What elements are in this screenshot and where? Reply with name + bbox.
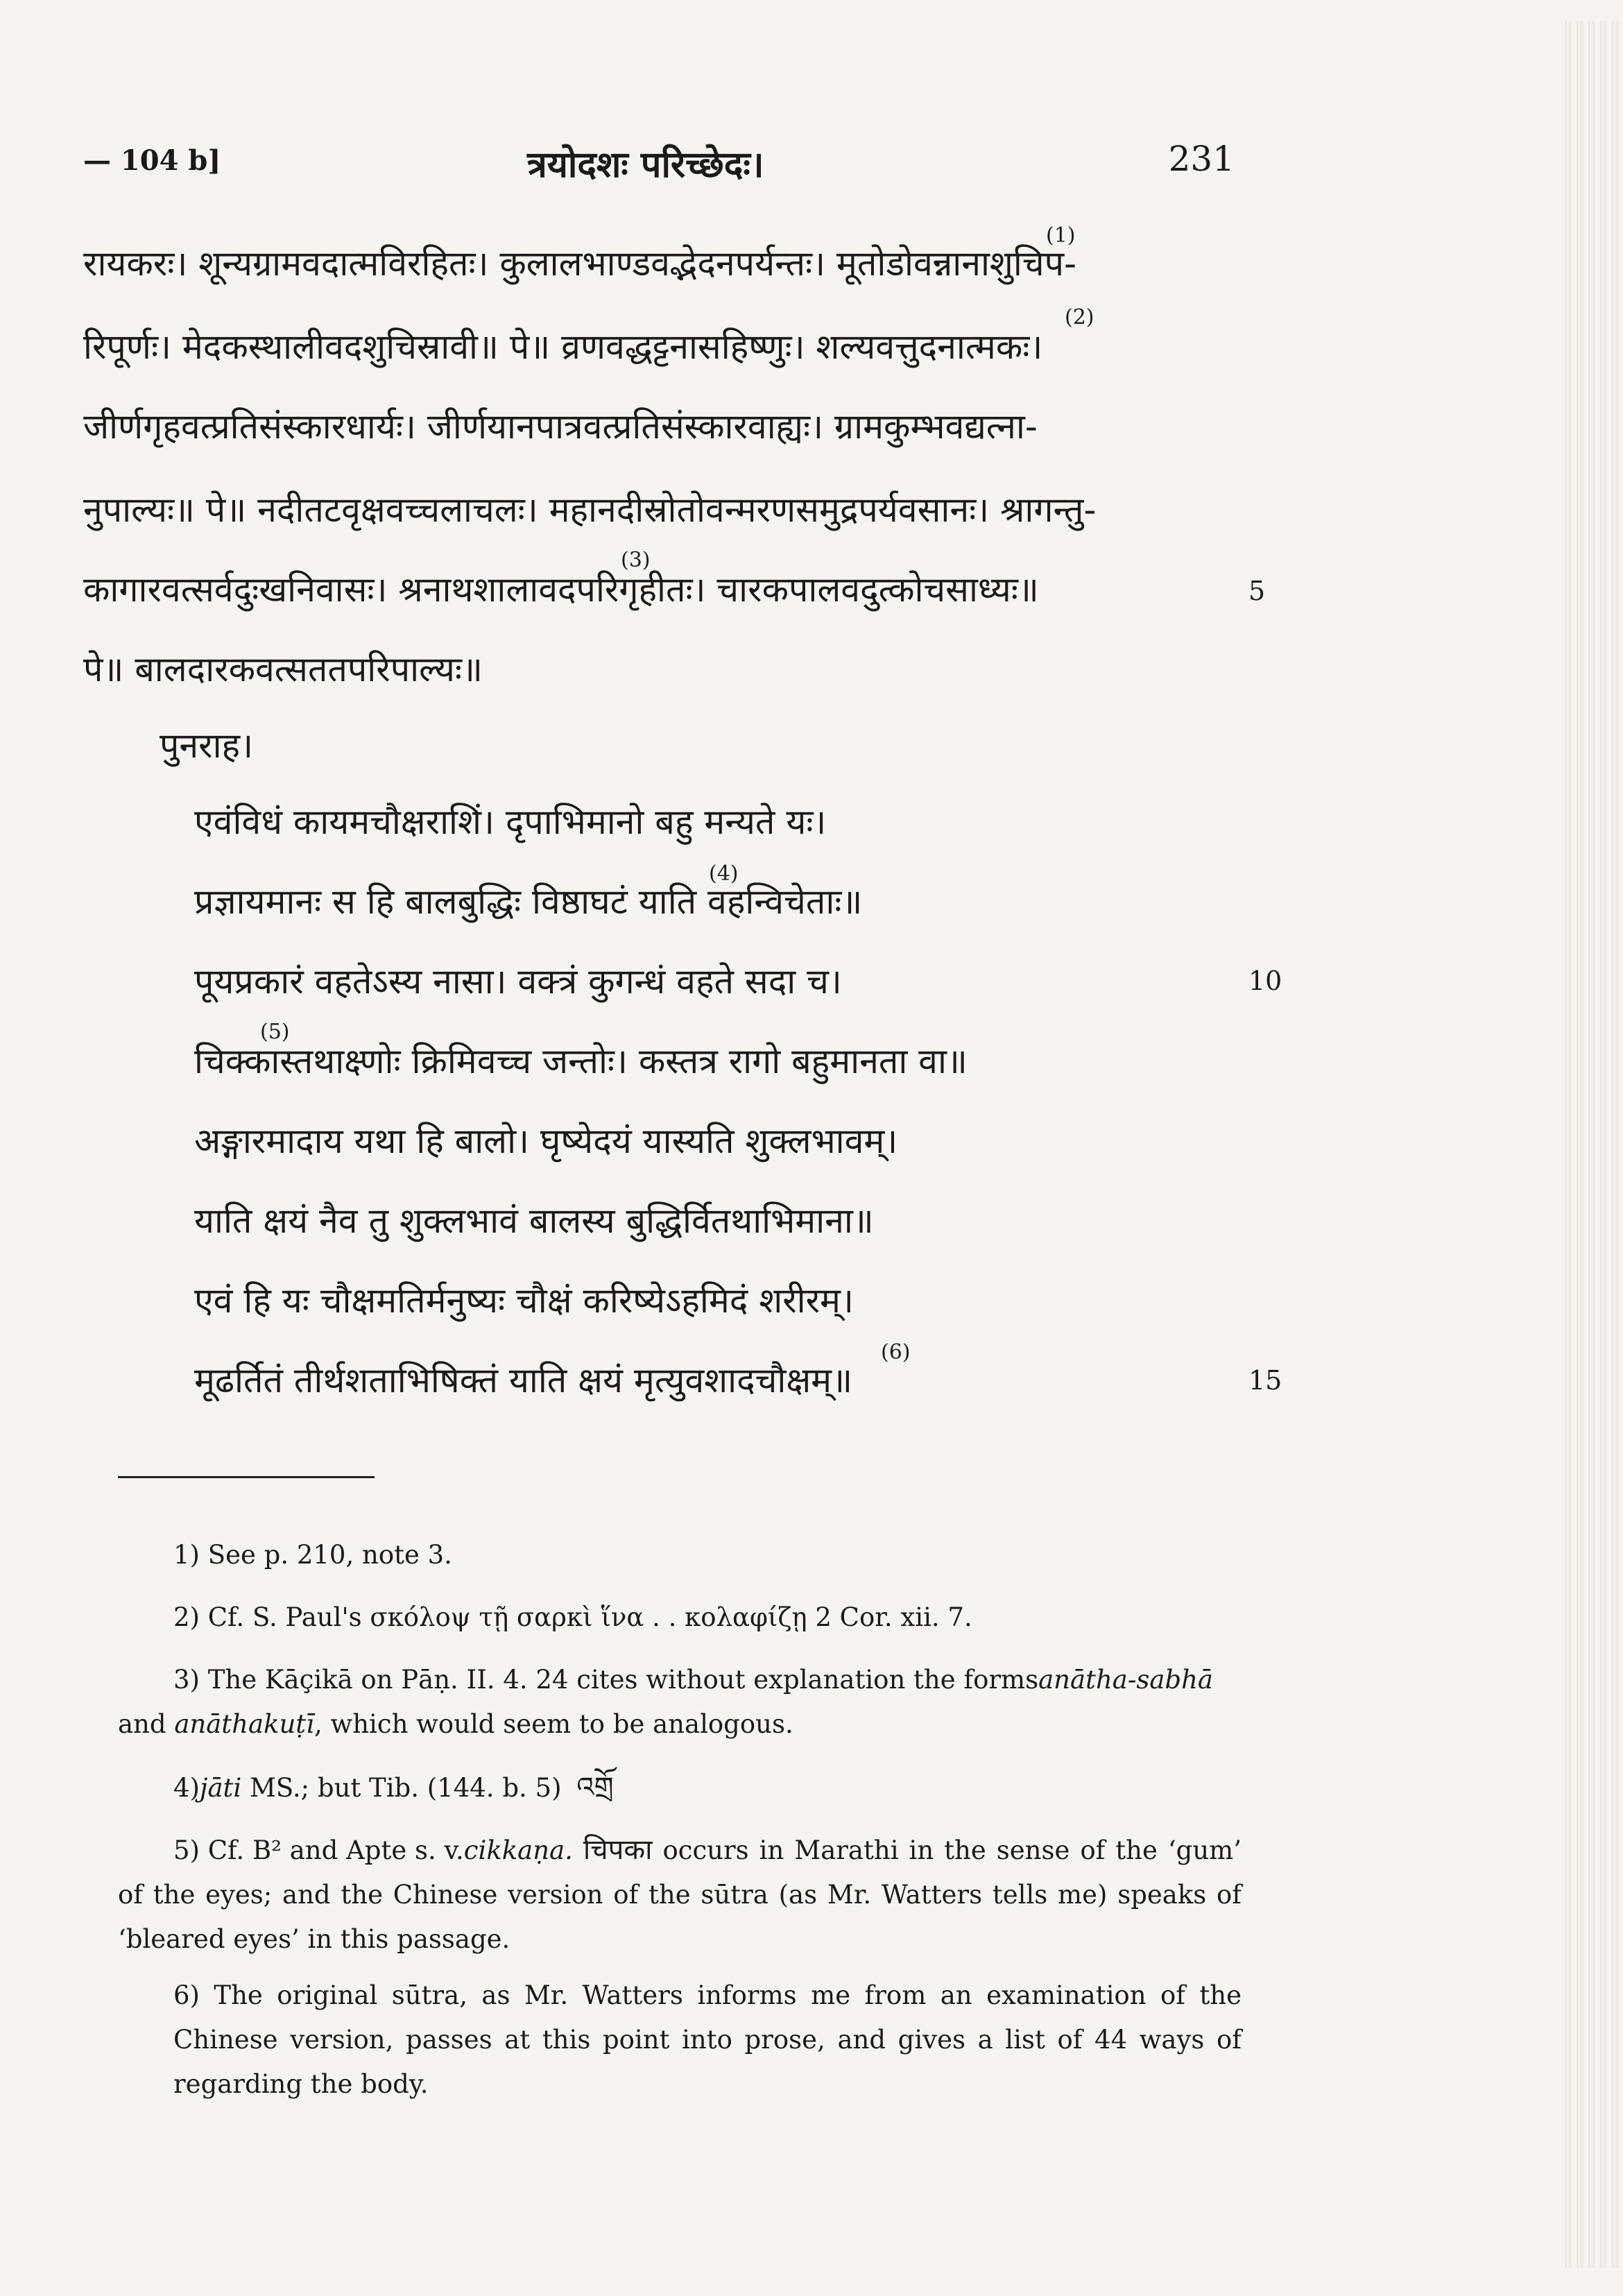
footnote-2 xyxy=(118,1595,1242,1640)
footnote-5-text-c: occurs in Marathi in the sense of the ‘gum’ of the eyes; and the Chinese version of the sūtra (as Mr. Watters tells me) speaks of ‘bleared eyes’ in this passage. xyxy=(118,1835,1242,1954)
line-number-10: 10 xyxy=(1248,966,1282,996)
note-mark-1: (1) xyxy=(1046,223,1076,248)
footnote-2-text: 2) Cf. S. Paul's σκόλοψ τῇ σαρκὶ ἵνα . . κολαφίζῃ 2 Cor. xii. 7. xyxy=(173,1602,972,1632)
line-number-5: 5 xyxy=(1248,576,1266,606)
note-mark-2: (2) xyxy=(1065,305,1094,329)
footnote-4-text-c: MS.; but Tib. (144. b. 5) xyxy=(241,1773,570,1803)
chapter-title: त्रयोदशः परिच्छेदः। xyxy=(527,144,764,186)
footnote-4-text-a: 4) xyxy=(173,1773,200,1803)
footnote-5-text-a: 5) Cf. B² and Apte s. v. xyxy=(173,1835,464,1865)
verse-line-1: एवंविधं कायमचौक्षराशिं। दृपाभिमानो बहु मन्यते यः। xyxy=(194,802,827,842)
prose-line-4: नुपाल्यः॥ पे॥ नदीतटवृक्षवच्चलाचलः। महानदीस्रोतोवन्मरणसमुद्रपर्यवसानः। श्रागन्तु- xyxy=(83,490,1097,530)
footnote-3-text-c: and xyxy=(118,1709,175,1739)
footnote-1 xyxy=(118,1533,1242,1577)
page-number: 231 xyxy=(1168,139,1235,179)
verse-line-5: अङ्गारमादाय यथा हि बालो। घृष्येदयं यास्यति शुक्लभावम्। xyxy=(194,1121,898,1161)
footnote-5-devanagari: चिपका xyxy=(583,1834,653,1866)
prose-line-2: रिपूर्णः। मेदकस्थालीवदशुचिस्रावी॥ पे॥ व्रणवद्धट्टनासहिष्णुः। शल्यवत्तुदनात्मकः। xyxy=(83,327,1043,367)
footnote-6 xyxy=(118,1973,1242,2107)
footnote-1-text: 1) See p. 210, note 3. xyxy=(173,1540,452,1570)
verse-line-2: प्रज्ञायमानः स हि बालबुद्धिः विष्ठाघटं याति वहन्विचेताः॥ xyxy=(194,882,863,922)
footnote-4-term: jāti xyxy=(199,1773,242,1803)
verse-line-6: याति क्षयं नैव तु शुक्लभावं बालस्य बुद्धिर्वितथाभिमाना॥ xyxy=(194,1201,874,1241)
prose-line-1: रायकरः। शून्यग्रामवदात्मविरहितः। कुलालभाण्डवद्भेदनपर्यन्तः। मूतोडोवन्नानाशुचिप- xyxy=(83,243,1077,284)
prose-line-5: कागारवत्सर्वदुःखनिवासः। श्रनाथशालावदपरिगृहीतः। चारकपालवदुत्कोचसाध्यः॥ xyxy=(83,569,1039,610)
footnote-5-term: cikkaṇa. xyxy=(463,1835,573,1865)
note-mark-4: (4) xyxy=(709,862,739,886)
verse-line-7: एवं हि यः चौक्षमतिर्मनुष्यः चौक्षं करिष्येऽहमिदं शरीरम्। xyxy=(194,1280,854,1321)
footnote-6-text: 6) The original sūtra, as Mr. Watters informs me from an examination of the Chinese version, passes at this point into prose, and gives a list of 44 ways of regarding the body. xyxy=(173,1980,1242,2099)
note-mark-5: (5) xyxy=(260,1020,290,1044)
tibetan-glyph: འགྲོ xyxy=(576,1772,614,1804)
note-mark-6: (6) xyxy=(881,1340,911,1364)
footnote-3-term-1: anātha-sabhā xyxy=(1038,1665,1213,1695)
verse-line-8: मूढर्तितं तीर्थशताभिषिक्तं याति क्षयं मृत्युवशादचौक्षम्॥ xyxy=(194,1360,853,1400)
verse-line-3: पूयप्रकारं वहतेऽस्य नासा। वक्त्रं कुगन्धं वहते सदा च। xyxy=(194,961,842,1002)
prose-line-3: जीर्णगृहवत्प्रतिसंस्कारधार्यः। जीर्णयानपात्रवत्प्रतिसंस्कारवाह्यः। ग्रामकुम्भवद्यत्ना- xyxy=(83,406,1038,447)
running-header xyxy=(83,139,1235,187)
footnote-3 xyxy=(118,1658,1242,1747)
footnote-4 xyxy=(118,1765,1242,1810)
note-mark-3: (3) xyxy=(621,548,651,572)
line-number-15: 15 xyxy=(1248,1365,1282,1396)
footnote-3-term-2: anāthakuṭī xyxy=(174,1709,315,1739)
footnote-3-text-e: , which would seem to be analogous. xyxy=(314,1709,793,1739)
puna-aha: पुनराह। xyxy=(160,726,254,766)
scan-edge xyxy=(1561,21,1623,2268)
footnote-5 xyxy=(118,1828,1242,1962)
prose-line-6: पे॥ बालदारकवत्सततपरिपाल्यः॥ xyxy=(83,649,483,689)
verse-line-4: चिक्कास्तथाक्ष्णोः क्रिमिवच्च जन्तोः। कस्तत्र रागो बहुमानता वा॥ xyxy=(194,1041,968,1081)
folio-reference: — 104 b] xyxy=(83,144,221,177)
footnote-3-text-a: 3) The Kāçikā on Pāṇ. II. 4. 24 cites without explanation the forms xyxy=(173,1665,1039,1695)
footnote-rule xyxy=(118,1476,375,1478)
